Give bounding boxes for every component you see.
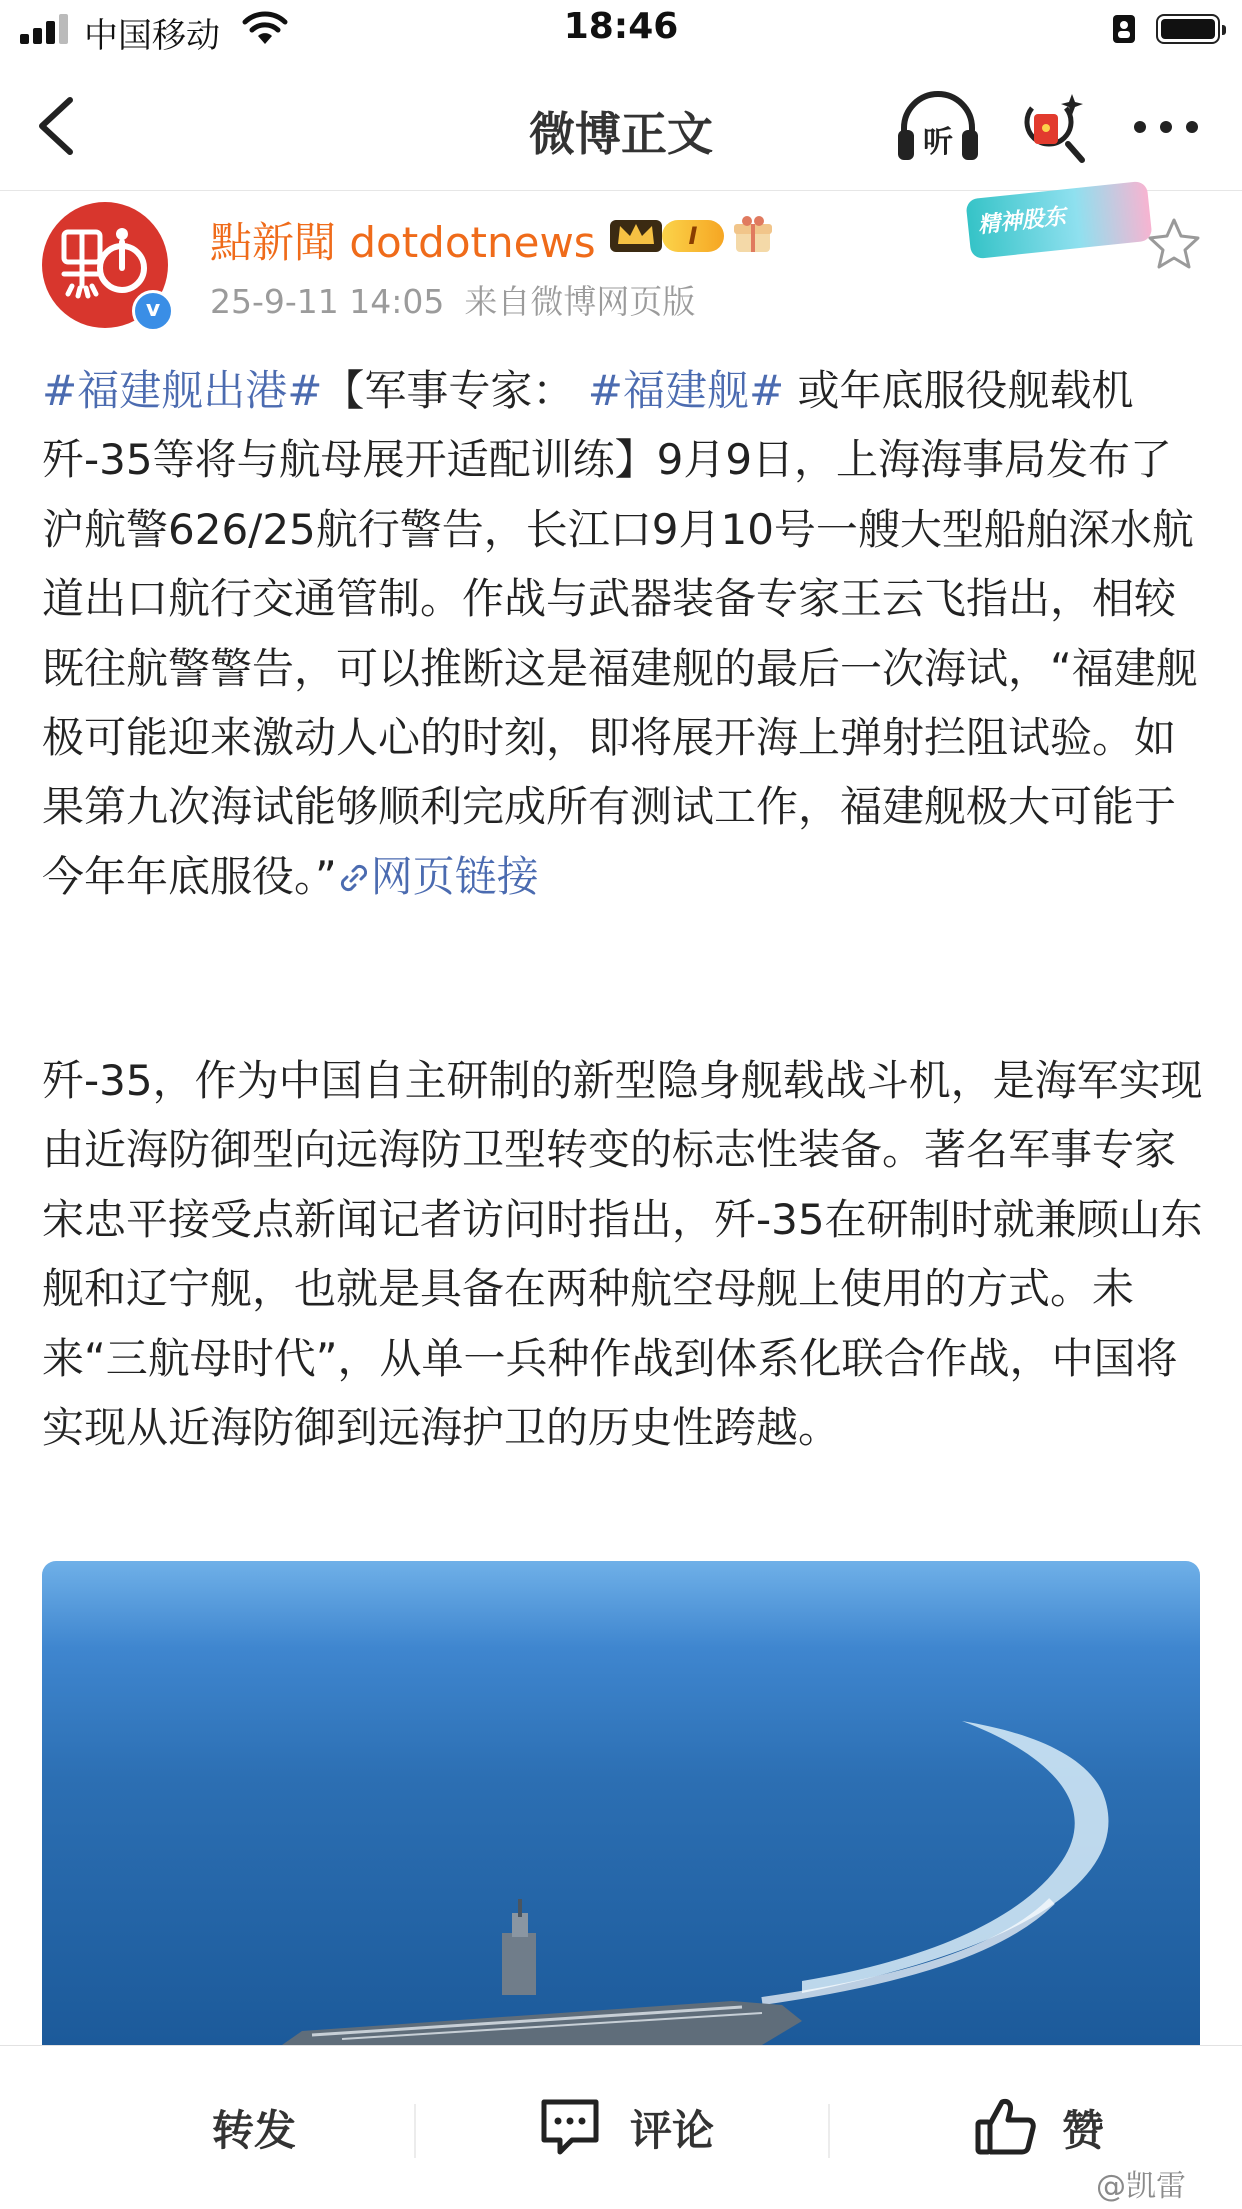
post-paragraph-2: 歼-35，作为中国自主研制的新型隐身舰载战斗机，是海军实现由近海防御型向远海防卫型转变的标志性装备。著名军事专家宋忠平接受点新闻记者访问时指出，歼-35在研制时就兼顾山东舰和辽宁舰，也就是具备在两种航空母舰上使用的方式。未来“三航母时代”，从单一兵种作战到体系化联合作战，中国将实现从近海防御到远海护卫的历史性跨越。 — [42, 1056, 1203, 1453]
thumbs-up-icon — [974, 2096, 1038, 2156]
post-body — [42, 356, 1212, 911]
like-label: 赞 — [1062, 2106, 1105, 2155]
divider — [414, 2104, 416, 2158]
post-body-paragraph-2 — [42, 1046, 1212, 1462]
web-link-label: 网页链接 — [370, 851, 539, 901]
red-packet-search-icon[interactable] — [1018, 90, 1090, 166]
comment-button[interactable] — [538, 2046, 768, 2209]
hashtag-link[interactable]: #福建舰出港# — [42, 366, 323, 415]
sticker-label: 精神股东 — [976, 204, 1068, 239]
gift-badge-icon — [732, 214, 774, 256]
post-source: 来自微博网页版 — [464, 282, 696, 321]
crown-vip-icon — [608, 214, 664, 256]
nav-bar — [0, 62, 1242, 191]
repost-label: 转发 — [212, 2106, 297, 2155]
repost-button[interactable] — [120, 2046, 350, 2209]
repost-share-icon — [120, 2096, 184, 2156]
more-dots-icon[interactable] — [1130, 112, 1202, 142]
post-text: 【军事专家： — [322, 366, 575, 415]
level-badge: I — [662, 220, 724, 252]
verified-badge-icon: v — [132, 290, 174, 332]
battery-icon — [1156, 14, 1220, 44]
listen-label: 听 — [923, 125, 953, 160]
fan-sticker-badge[interactable] — [965, 181, 1152, 260]
post-timestamp: 25-9-11 14:05 — [210, 282, 445, 321]
orientation-lock-icon — [1112, 14, 1136, 44]
listen-headphones-icon[interactable] — [896, 88, 980, 164]
comment-bubble-icon — [538, 2096, 602, 2156]
comment-label: 评论 — [630, 2106, 715, 2155]
favorite-star-icon[interactable] — [1146, 216, 1202, 272]
hashtag-link[interactable]: #福建舰# — [587, 366, 785, 415]
divider — [828, 2104, 830, 2158]
post-meta — [210, 276, 695, 323]
bottom-action-bar — [0, 2045, 1242, 2209]
status-bar — [0, 0, 1242, 62]
post-image-aircraft-carrier[interactable] — [42, 1561, 1200, 2045]
carrier-name: 中国移动 — [84, 16, 220, 56]
link-chain-icon — [337, 861, 371, 895]
weibo-watermark: @凯雷 — [1096, 2169, 1186, 2204]
page-title: 微博正文 — [529, 107, 713, 161]
clock: 18:46 — [563, 6, 679, 47]
post-paragraph-1 — [42, 356, 1212, 911]
web-link[interactable] — [337, 852, 539, 901]
author-name[interactable]: 點新聞 dotdotnews — [210, 218, 596, 267]
post-text: 或年底服役舰载机歼-35等将与航母展开适配训练】9月9日，上海海事局发布了沪航警626/25航行警告，长江口9月10号一艘大型船舶深水航道出口航行交通管制。作战与武器装备专家王云飞指出，相较既往航警警告，可以推断这是福建舰的最后一次海试，“福建舰极可能迎来激动人心的时刻，即将展开海上弹射拦阻试验。如果第九次海试能够顺利完成所有测试工作，福建舰极大可能于今年年底服役。” — [42, 366, 1198, 901]
